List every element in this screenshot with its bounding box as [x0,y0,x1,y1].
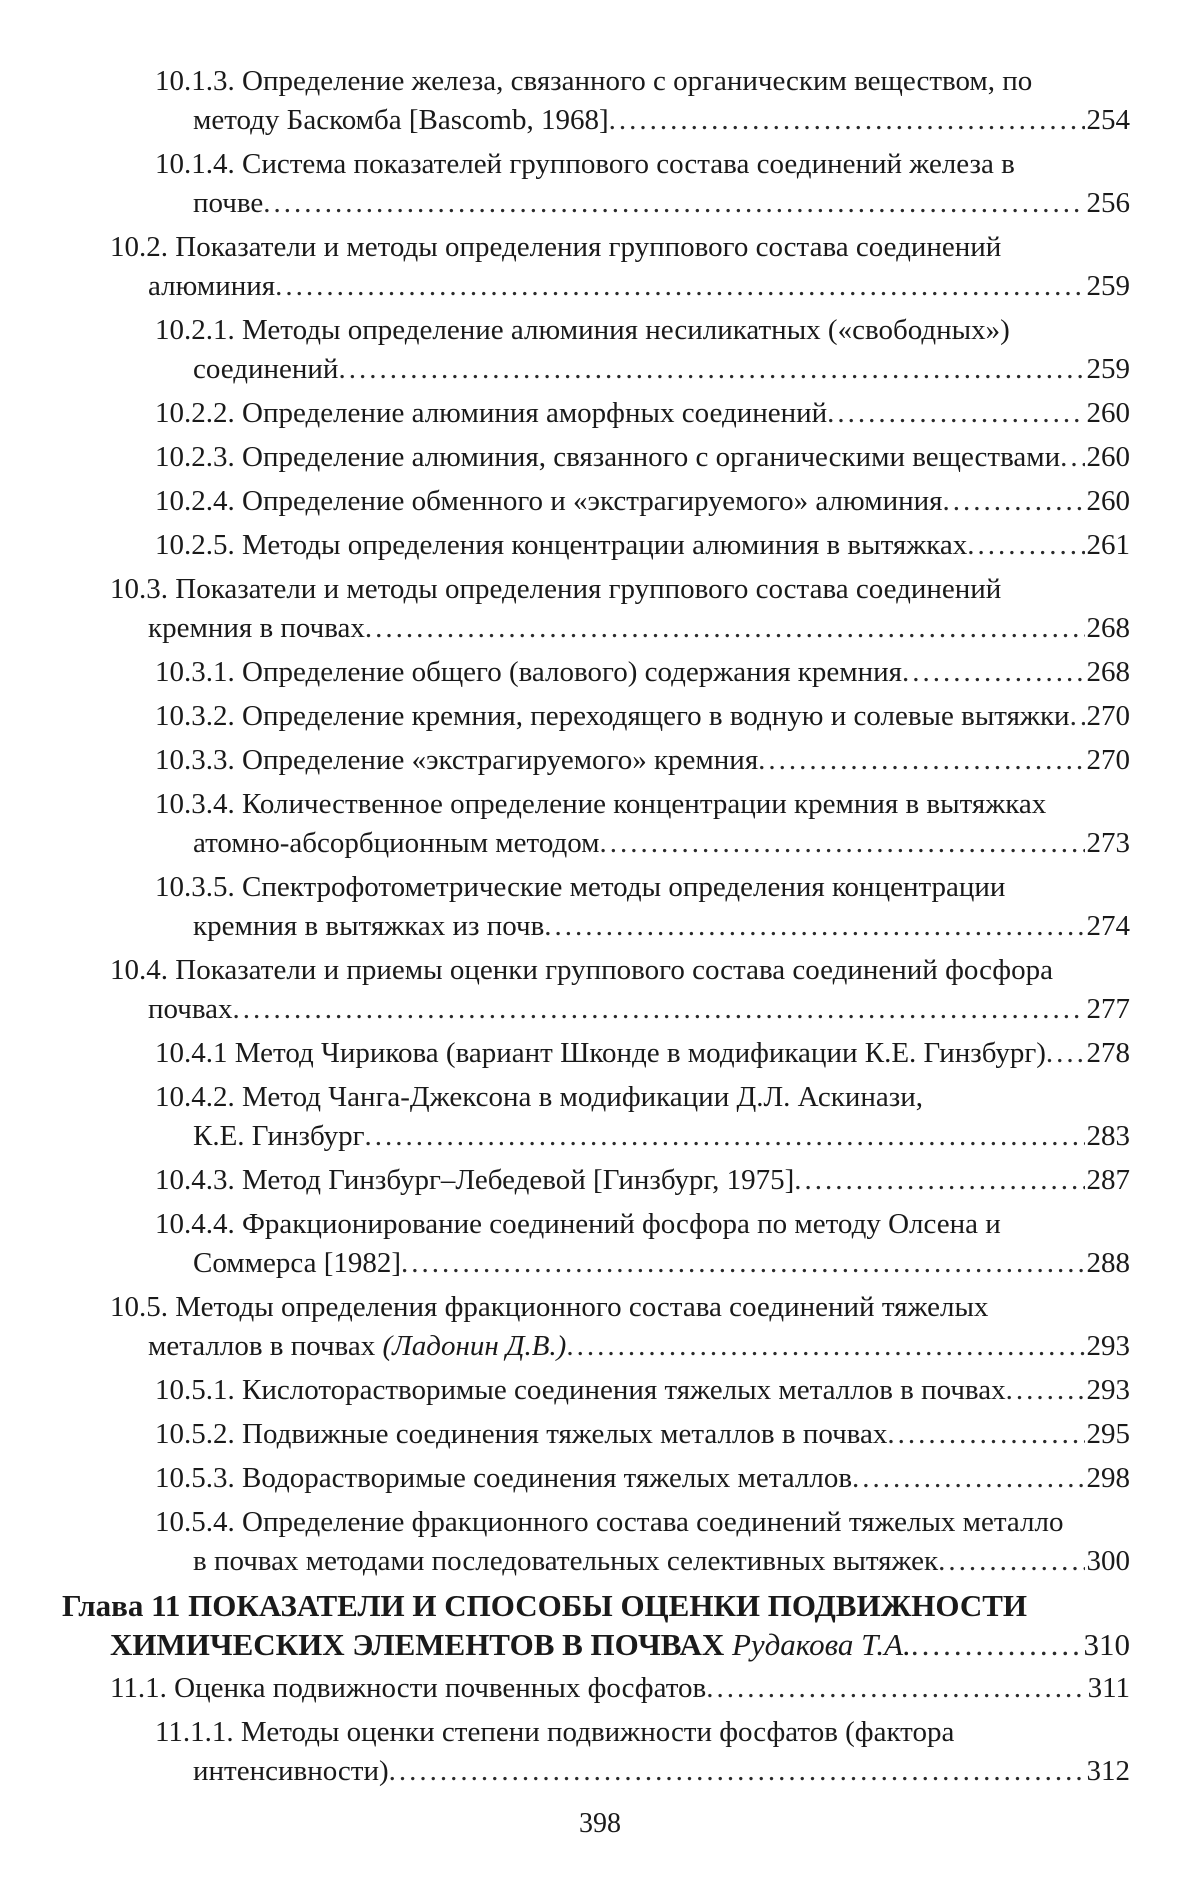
dot-leader [758,741,1084,780]
toc-entry [155,1503,1130,1581]
toc-entry-leader-line [110,990,1130,1029]
toc-entry-title-line: 10.4.2. Метод Чанга-Джексона в модификации Д.Л. Аскинази, [155,1081,923,1113]
dot-leader [1060,438,1084,477]
toc-entry-leader-line [155,1034,1130,1073]
toc-entry-leader-line [110,1669,1130,1708]
toc-entry [155,1034,1130,1073]
dot-leader [943,482,1085,521]
toc-entry-leader-line [155,394,1130,433]
toc-entry-title-text: 10.3.3. Определение «экстрагируемого» кремния [155,744,759,776]
toc-entry-page-number: 259 [1086,353,1130,385]
toc-entry-page-number: 270 [1086,700,1130,732]
toc-entry-title-text: почве [193,187,264,219]
toc-entry [155,1459,1130,1498]
toc-entry [110,1669,1130,1708]
dot-leader [967,526,1084,565]
toc-entry-title-text: 10.5.2. Подвижные соединения тяжелых металлов в почвах [155,1418,888,1450]
toc-entry-leader-line [110,267,1130,306]
toc-entry-title-text: 10.3.2. Определение кремния, переходящего в водную и солевые вытяжки [155,700,1070,732]
toc-entry [110,570,1130,648]
toc-entry-page-number: 273 [1086,827,1130,859]
dot-leader [401,1244,1084,1283]
toc-entry [155,1415,1130,1454]
dot-leader [852,1459,1084,1498]
toc-entry-leader-line [155,184,1130,223]
table-of-contents [0,62,1200,1796]
toc-entry-title-text: 10.4.1 Метод Чирикова (вариант Шконде в модификации К.Е. Гинзбург) [155,1037,1046,1069]
toc-entry-page-number: 277 [1086,993,1130,1025]
toc-entry [155,1713,1130,1791]
toc-entry-author: (Ладонин Д.В.) [382,1330,567,1362]
toc-entry [155,311,1130,389]
toc-entry-page-number: 310 [1083,1627,1130,1662]
toc-entry [155,1205,1130,1283]
dot-leader [902,653,1085,692]
toc-entry-title-text: 10.2.3. Определение алюминия, связанного с органическими веществами [155,441,1061,473]
toc-entry-leader-line [155,741,1130,780]
toc-entry-leader-line [155,1415,1130,1454]
toc-entry-title-line: 10.2. Показатели и методы определения группового состава соединений [110,231,1002,263]
dot-leader [827,394,1084,433]
toc-entry-leader-line [155,526,1130,565]
dot-leader [263,184,1084,223]
toc-entry-leader-line [110,1327,1130,1366]
toc-entry-title-text: металлов в почвах [148,1330,376,1362]
dot-leader [365,1117,1085,1156]
toc-entry-leader-line [155,1244,1130,1283]
toc-entry [155,653,1130,692]
toc-entry-title-text: кремния в почвах [148,612,365,644]
toc-chapter-entry [62,1586,1130,1664]
toc-entry-title-text: 10.4.3. Метод Гинзбург–Лебедевой [Гинзбург, 1975] [155,1164,795,1196]
toc-entry [155,145,1130,223]
dot-leader [544,907,1084,946]
toc-entry-title-text: интенсивности) [193,1755,389,1787]
toc-entry-leader-line [155,101,1130,140]
toc-entry-leader-line [155,350,1130,389]
toc-entry-title-text: методу Баскомба [Bascomb, 1968] [193,104,609,136]
toc-entry [155,482,1130,521]
toc-entry [155,394,1130,433]
dot-leader [1046,1034,1085,1073]
dot-leader [609,101,1085,140]
toc-entry-leader-line [155,824,1130,863]
toc-entry-leader-line [155,438,1130,477]
toc-entry-leader-line [155,482,1130,521]
toc-entry-page-number: 300 [1086,1545,1130,1577]
toc-entry-page-number: 261 [1086,529,1130,561]
toc-entry-title-text: в почвах методами последовательных селективных вытяжек [193,1545,939,1577]
toc-entry-author: Рудакова Т.А. [732,1627,911,1662]
toc-entry-title-line: 10.4. Показатели и приемы оценки группового состава соединений фосфора [110,954,1053,986]
toc-entry-leader-line [155,1161,1130,1200]
dot-leader [887,1415,1084,1454]
page-number: 398 [579,1808,621,1839]
dot-leader [911,1625,1082,1664]
dot-leader [233,990,1085,1029]
toc-entry [155,741,1130,780]
toc-entry-title-text: 10.5.1. Кислоторастворимые соединения тяжелых металлов в почвах [155,1374,1006,1406]
dot-leader [338,350,1084,389]
toc-entry-title-line: 10.5.4. Определение фракционного состава соединений тяжелых металло [155,1506,1064,1538]
toc-entry-page-number: 270 [1086,744,1130,776]
toc-entry-title-text: соединений [193,353,339,385]
toc-entry-page-number: 311 [1087,1672,1130,1704]
toc-entry [155,1161,1130,1200]
toc-entry-page-number: 268 [1086,656,1130,688]
toc-entry-page-number: 287 [1086,1164,1130,1196]
toc-entry [155,526,1130,565]
toc-entry [155,785,1130,863]
toc-entry-page-number: 278 [1086,1037,1130,1069]
dot-leader [566,1327,1084,1366]
toc-entry-title-line: 10.3.4. Количественное определение концентрации кремния в вытяжках [155,788,1047,820]
toc-entry-page-number: 293 [1086,1374,1130,1406]
dot-leader [938,1542,1084,1581]
toc-entry-page-number: 288 [1086,1247,1130,1279]
toc-entry-title-text: 10.2.4. Определение обменного и «экстрагируемого» алюминия [155,485,943,517]
dot-leader [794,1161,1084,1200]
toc-entry-title-line: 10.1.3. Определение железа, связанного с органическим веществом, по [155,65,1033,97]
toc-entry-page-number: 259 [1086,270,1130,302]
toc-entry [110,951,1130,1029]
toc-entry-title-line: 10.3. Показатели и методы определения группового состава соединений [110,573,1002,605]
toc-entry-page-number: 293 [1086,1330,1130,1362]
toc-entry-leader-line [155,697,1130,736]
toc-entry-title-text: атомно-абсорбционным методом [193,827,600,859]
toc-entry-title-text: ХИМИЧЕСКИХ ЭЛЕМЕНТОВ В ПОЧВАХ [110,1627,725,1662]
toc-entry-title-line: Глава 11 ПОКАЗАТЕЛИ И СПОСОБЫ ОЦЕНКИ ПОДВИЖНОСТИ [62,1588,1028,1623]
toc-entry-title-text: К.Е. Гинзбург [193,1120,365,1152]
toc-entry-title-text: алюминия [148,270,276,302]
toc-entry-title-line: 10.3.5. Спектрофотометрические методы определения концентрации [155,871,1006,903]
toc-entry-title-text: 11.1. Оценка подвижности почвенных фосфатов [110,1672,707,1704]
toc-entry [155,438,1130,477]
toc-entry [110,1288,1130,1366]
toc-entry-title-line: 10.5. Методы определения фракционного состава соединений тяжелых [110,1291,989,1323]
toc-entry-leader-line [155,1371,1130,1410]
dot-leader [389,1752,1085,1791]
toc-entry-title-line: 10.1.4. Система показателей группового состава соединений железа в [155,148,1015,180]
toc-entry-title-text: 10.2.2. Определение алюминия аморфных соединений [155,397,828,429]
toc-entry [155,868,1130,946]
toc-entry [155,1371,1130,1410]
toc-entry-page-number: 260 [1086,485,1130,517]
toc-entry-page-number: 312 [1086,1755,1130,1787]
toc-entry-leader-line [155,1117,1130,1156]
toc-entry [155,697,1130,736]
toc-entry-page-number: 295 [1086,1418,1130,1450]
toc-entry-leader-line [155,1459,1130,1498]
toc-entry [155,1078,1130,1156]
toc-entry-title-text: почвах [148,993,233,1025]
toc-entry-title-text: 10.2.5. Методы определения концентрации алюминия в вытяжках [155,529,968,561]
toc-entry-title-text: 10.5.3. Водорастворимые соединения тяжелых металлов [155,1462,853,1494]
toc-entry [155,62,1130,140]
toc-entry-title-text: кремния в вытяжках из почв [193,910,545,942]
toc-entry-title-line: 10.2.1. Методы определение алюминия несиликатных («свободных») [155,314,1010,346]
toc-entry-title-line: 10.4.4. Фракционирование соединений фосфора по методу Олсена и [155,1208,1001,1240]
toc-entry-leader-line [62,1625,1130,1664]
dot-leader [706,1669,1085,1708]
dot-leader [365,609,1085,648]
dot-leader [275,267,1084,306]
toc-entry-page-number: 260 [1086,441,1130,473]
toc-entry-page-number: 260 [1086,397,1130,429]
toc-entry-title-line: 11.1.1. Методы оценки степени подвижности фосфатов (фактора [155,1716,955,1748]
toc-entry-leader-line [155,1542,1130,1581]
toc-entry-page-number: 274 [1086,910,1130,942]
dot-leader [1006,1371,1085,1410]
toc-entry-page-number: 256 [1086,187,1130,219]
dot-leader [600,824,1085,863]
toc-entry-page-number: 298 [1086,1462,1130,1494]
dot-leader [1070,697,1085,736]
toc-entry-page-number: 254 [1086,104,1130,136]
toc-entry [110,228,1130,306]
toc-entry-leader-line [155,653,1130,692]
toc-entry-title-text: 10.3.1. Определение общего (валового) содержания кремния [155,656,902,688]
toc-entry-leader-line [155,907,1130,946]
toc-entry-page-number: 268 [1086,612,1130,644]
toc-entry-leader-line [155,1752,1130,1791]
toc-entry-title-text: Соммерса [1982] [193,1247,402,1279]
toc-entry-page-number: 283 [1086,1120,1130,1152]
toc-entry-leader-line [110,609,1130,648]
